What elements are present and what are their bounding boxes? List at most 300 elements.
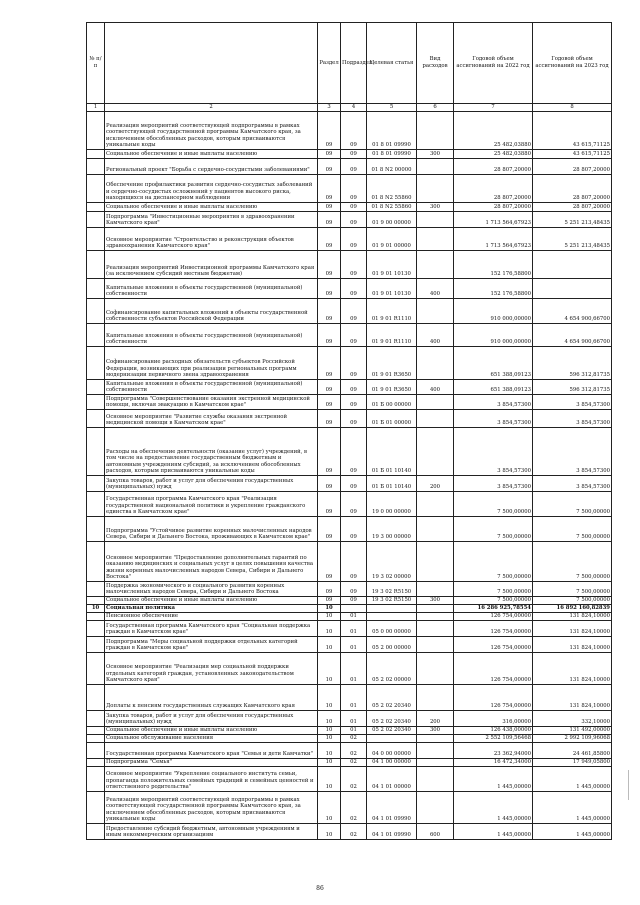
row-expense-type (417, 492, 454, 517)
row-target-article: 01 8 N2 00000 (367, 159, 417, 175)
row-expense-type (417, 759, 454, 767)
row-value-2022: 28 807,20000 (454, 159, 533, 175)
header-target-article: Целевая статья (367, 23, 417, 104)
row-podrazdel: 09 (341, 150, 367, 159)
row-podrazdel: 01 (341, 637, 367, 653)
table-row (87, 324, 612, 347)
row-razdel: 10 (318, 743, 341, 759)
col-number: 1 (87, 104, 105, 112)
header-row (87, 23, 612, 104)
row-value-2022: 1 713 564,67923 (454, 212, 533, 228)
row-razdel: 10 (318, 613, 341, 621)
row-razdel: 09 (318, 112, 341, 150)
row-name: Подпрограмма "Меры социальной поддержки отдельных категорий граждан в Камчатском крае" (105, 637, 318, 653)
row-podrazdel: 01 (341, 613, 367, 621)
table-row (87, 228, 612, 251)
row-name: Обеспечение профилактики развития сердечно-сосудистых заболеваний и сердечно-сосудистых осложнений у пациентов высокого риска, находящихся на диспансерном наблюдении (105, 175, 318, 203)
row-value-2023: 28 807,20000 (533, 159, 612, 175)
row-name: Государственная программа Камчатского края "Реализация государственной национальной политики и укрепление гражданского единства в Камчатском крае" (105, 492, 318, 517)
row-target-article: 01 9 01 R3650 (367, 347, 417, 380)
table-body (87, 112, 612, 840)
row-number (87, 685, 105, 711)
row-number (87, 597, 105, 605)
row-value-2023: 131 824,10000 (533, 621, 612, 637)
row-expense-type (417, 613, 454, 621)
row-value-2022: 16 286 925,78554 (454, 605, 533, 613)
row-expense-type: 300 (417, 597, 454, 605)
row-podrazdel: 09 (341, 395, 367, 410)
row-podrazdel: 02 (341, 792, 367, 824)
row-number (87, 792, 105, 824)
col-number: 7 (454, 104, 533, 112)
row-podrazdel: 01 (341, 711, 367, 727)
row-podrazdel: 09 (341, 380, 367, 395)
row-value-2022: 7 500,00000 (454, 597, 533, 605)
row-expense-type (417, 299, 454, 324)
row-target-article: 01 Б 01 10140 (367, 428, 417, 476)
row-value-2023: 596 312,81735 (533, 347, 612, 380)
col-number: 4 (341, 104, 367, 112)
row-target-article: 01 9 01 R1110 (367, 324, 417, 347)
row-number (87, 727, 105, 735)
row-value-2022: 7 500,00000 (454, 542, 533, 582)
row-value-2023: 1 445,00000 (533, 767, 612, 792)
row-name: Капитальные вложения в объекты государственной (муниципальной) собственности (105, 324, 318, 347)
table-row (87, 735, 612, 743)
row-podrazdel: 09 (341, 228, 367, 251)
row-value-2022: 126 754,00000 (454, 653, 533, 685)
row-value-2023: 7 500,00000 (533, 597, 612, 605)
row-value-2022: 152 176,58800 (454, 279, 533, 299)
row-name: Капитальные вложения в объекты государственной (муниципальной) собственности (105, 380, 318, 395)
row-value-2022: 1 713 564,67923 (454, 228, 533, 251)
table-row (87, 542, 612, 582)
row-number (87, 542, 105, 582)
row-value-2022: 23 362,94000 (454, 743, 533, 759)
row-name: Социальная политика (105, 605, 318, 613)
row-target-article (367, 605, 417, 613)
row-value-2022: 3 854,57300 (454, 395, 533, 410)
row-number (87, 621, 105, 637)
table-row (87, 251, 612, 279)
row-number (87, 380, 105, 395)
row-expense-type (417, 410, 454, 428)
row-number (87, 410, 105, 428)
row-value-2022: 1 445,00000 (454, 824, 533, 840)
row-razdel: 10 (318, 621, 341, 637)
row-name: Подпрограмма "Инвестиционные мероприятия в здравоохранении Камчатского края" (105, 212, 318, 228)
row-target-article: 01 Б 01 10140 (367, 476, 417, 492)
row-expense-type: 300 (417, 150, 454, 159)
row-name: Социальное обеспечение и иные выплаты населению (105, 597, 318, 605)
header-year-2023: Годовой объем ассигнований на 2023 год (533, 23, 612, 104)
header-year-2022: Годовой объем ассигнований на 2022 год (454, 23, 533, 104)
row-expense-type (417, 735, 454, 743)
header-num: № п/п (87, 23, 105, 104)
table-row (87, 743, 612, 759)
table-row (87, 150, 612, 159)
row-value-2023: 332,10000 (533, 711, 612, 727)
row-value-2023: 596 312,81735 (533, 380, 612, 395)
row-razdel: 09 (318, 175, 341, 203)
row-razdel: 10 (318, 605, 341, 613)
row-value-2022: 126 754,00000 (454, 685, 533, 711)
row-podrazdel: 02 (341, 743, 367, 759)
row-number (87, 735, 105, 743)
row-expense-type (417, 517, 454, 542)
row-razdel: 10 (318, 685, 341, 711)
row-name: Подпрограмма "Семья" (105, 759, 318, 767)
row-podrazdel: 09 (341, 582, 367, 597)
row-value-2022: 16 472,34000 (454, 759, 533, 767)
row-target-article: 19 3 02 R5150 (367, 582, 417, 597)
table-row (87, 792, 612, 824)
row-expense-type: 200 (417, 711, 454, 727)
row-value-2023: 28 807,20000 (533, 203, 612, 212)
row-number (87, 653, 105, 685)
table-row (87, 582, 612, 597)
row-target-article: 04 0 00 00000 (367, 743, 417, 759)
row-value-2023: 131 824,10000 (533, 653, 612, 685)
row-razdel: 09 (318, 428, 341, 476)
row-podrazdel: 09 (341, 212, 367, 228)
row-razdel: 09 (318, 150, 341, 159)
row-podrazdel: 01 (341, 621, 367, 637)
row-number (87, 476, 105, 492)
table-row (87, 727, 612, 735)
table-row (87, 212, 612, 228)
row-value-2023: 7 500,00000 (533, 517, 612, 542)
row-value-2023: 24 461,85800 (533, 743, 612, 759)
row-name: Реализация мероприятий соответствующей подпрограммы в рамках соответствующей государственной программы Камчатского края, за исключением обособленных расходов, которым присваиваются уникальные коды (105, 112, 318, 150)
row-value-2022: 910 000,00000 (454, 299, 533, 324)
budget-table (86, 22, 612, 840)
row-value-2022: 126 754,00000 (454, 613, 533, 621)
row-razdel: 09 (318, 228, 341, 251)
row-value-2022: 28 807,20000 (454, 175, 533, 203)
table-row (87, 605, 612, 613)
row-expense-type (417, 653, 454, 685)
row-value-2023: 1 445,00000 (533, 792, 612, 824)
row-podrazdel: 09 (341, 159, 367, 175)
row-target-article: 04 1 01 09990 (367, 824, 417, 840)
row-value-2023: 7 500,00000 (533, 492, 612, 517)
row-value-2022: 651 388,09123 (454, 380, 533, 395)
row-target-article: 05 2 02 20340 (367, 711, 417, 727)
row-value-2022: 25 482,03880 (454, 150, 533, 159)
header-razdel: Раздел (318, 23, 341, 104)
row-target-article: 01 Б 01 00000 (367, 410, 417, 428)
row-name: Софинансирование расходных обязательств субъектов Российской Федерации, возникающих при реализации региональных программ модернизации первичного звена здравоохранения (105, 347, 318, 380)
row-razdel: 10 (318, 653, 341, 685)
row-razdel: 09 (318, 492, 341, 517)
row-value-2022: 126 438,00000 (454, 727, 533, 735)
row-target-article: 01 8 N2 55860 (367, 203, 417, 212)
row-number (87, 824, 105, 840)
row-value-2022: 1 445,00000 (454, 792, 533, 824)
row-expense-type: 400 (417, 279, 454, 299)
row-podrazdel: 09 (341, 279, 367, 299)
row-name: Подпрограмма "Совершенствование оказания экстренной медицинской помощи, включая эвакуацию в Камчатском крае" (105, 395, 318, 410)
row-razdel: 09 (318, 251, 341, 279)
row-number (87, 150, 105, 159)
row-number (87, 492, 105, 517)
row-podrazdel: 09 (341, 112, 367, 150)
row-target-article: 01 9 01 10130 (367, 251, 417, 279)
row-number (87, 743, 105, 759)
scan-edge-mark (628, 770, 629, 800)
row-name: Софинансирование капитальных вложений в объекты государственной собственности субъектов Российской Федерации (105, 299, 318, 324)
table-row (87, 476, 612, 492)
row-razdel: 10 (318, 824, 341, 840)
row-value-2023: 43 615,71125 (533, 150, 612, 159)
row-value-2022: 7 500,00000 (454, 582, 533, 597)
table-row (87, 759, 612, 767)
row-value-2023: 131 824,10000 (533, 637, 612, 653)
row-razdel: 10 (318, 792, 341, 824)
row-name: Доплаты к пенсиям государственных служащих Камчатского края (105, 685, 318, 711)
table-row (87, 613, 612, 621)
table-row (87, 380, 612, 395)
row-expense-type: 400 (417, 380, 454, 395)
row-number (87, 324, 105, 347)
row-target-article: 01 8 N2 55860 (367, 175, 417, 203)
row-podrazdel: 02 (341, 735, 367, 743)
row-expense-type (417, 637, 454, 653)
header-expense-type: Вид расходов (417, 23, 454, 104)
row-number (87, 251, 105, 279)
row-number (87, 203, 105, 212)
row-expense-type (417, 212, 454, 228)
row-name: Основное мероприятие "Развитие службы оказания экстренной медицинской помощи в Камчатском крае" (105, 410, 318, 428)
row-expense-type (417, 347, 454, 380)
row-target-article: 01 9 01 R1110 (367, 299, 417, 324)
row-podrazdel: 02 (341, 767, 367, 792)
row-value-2022: 1 445,00000 (454, 767, 533, 792)
row-razdel: 09 (318, 299, 341, 324)
row-target-article: 01 9 00 00000 (367, 212, 417, 228)
row-value-2023: 3 854,57300 (533, 476, 612, 492)
row-name: Реализация мероприятий Инвестиционной программы Камчатского края (за исключением субсидий местным бюджетам) (105, 251, 318, 279)
table-row (87, 597, 612, 605)
table-row (87, 685, 612, 711)
row-target-article (367, 613, 417, 621)
row-name: Государственная программа Камчатского края "Социальная поддержка граждан в Камчатском крае" (105, 621, 318, 637)
row-expense-type (417, 112, 454, 150)
row-name: Капитальные вложения в объекты государственной (муниципальной) собственности (105, 279, 318, 299)
row-podrazdel: 01 (341, 653, 367, 685)
header-podrazdel: Подраздел (341, 23, 367, 104)
row-target-article: 05 0 00 00000 (367, 621, 417, 637)
row-target-article: 19 3 00 00000 (367, 517, 417, 542)
table-row (87, 428, 612, 476)
row-expense-type (417, 685, 454, 711)
row-value-2023: 3 854,57300 (533, 410, 612, 428)
row-number: 10 (87, 605, 105, 613)
row-podrazdel: 09 (341, 597, 367, 605)
row-name: Поддержка экономического и социального развития коренных малочисленных народов Севера, Сибири и Дальнего Востока (105, 582, 318, 597)
row-number (87, 517, 105, 542)
table-row (87, 637, 612, 653)
table-row (87, 653, 612, 685)
row-number (87, 228, 105, 251)
row-number (87, 582, 105, 597)
row-value-2023: 3 854,57300 (533, 395, 612, 410)
row-value-2023 (533, 279, 612, 299)
row-value-2023: 5 251 213,48435 (533, 228, 612, 251)
row-razdel: 10 (318, 727, 341, 735)
row-value-2023: 3 854,57300 (533, 428, 612, 476)
row-podrazdel: 09 (341, 203, 367, 212)
row-podrazdel: 09 (341, 542, 367, 582)
budget-table-sheet (86, 22, 611, 840)
row-target-article: 01 9 01 10130 (367, 279, 417, 299)
row-target-article: 19 3 02 R5150 (367, 597, 417, 605)
row-value-2022: 3 854,57300 (454, 410, 533, 428)
row-value-2022: 3 854,57300 (454, 476, 533, 492)
row-value-2022: 7 500,00000 (454, 517, 533, 542)
row-expense-type (417, 792, 454, 824)
row-number (87, 767, 105, 792)
column-number-row (87, 104, 612, 112)
row-razdel: 10 (318, 759, 341, 767)
row-podrazdel: 02 (341, 824, 367, 840)
table-row (87, 711, 612, 727)
row-value-2023: 5 251 213,48435 (533, 212, 612, 228)
row-target-article: 04 1 00 00000 (367, 759, 417, 767)
table-row (87, 175, 612, 203)
row-razdel: 10 (318, 637, 341, 653)
row-podrazdel: 02 (341, 759, 367, 767)
row-name: Подпрограмма "Устойчивое развитие коренных малочисленных народов Севера, Сибири и Дальнего Востока, проживающих в Камчатском крае" (105, 517, 318, 542)
row-razdel: 09 (318, 203, 341, 212)
page-number: 86 (316, 885, 324, 892)
row-number (87, 759, 105, 767)
row-podrazdel: 09 (341, 428, 367, 476)
row-podrazdel: 09 (341, 299, 367, 324)
row-number (87, 347, 105, 380)
row-target-article: 01 Б 00 00000 (367, 395, 417, 410)
row-podrazdel: 09 (341, 517, 367, 542)
row-razdel: 09 (318, 347, 341, 380)
row-value-2022: 651 388,09123 (454, 347, 533, 380)
col-number: 8 (533, 104, 612, 112)
row-value-2023: 43 615,71125 (533, 112, 612, 150)
row-target-article: 05 2 02 20340 (367, 685, 417, 711)
row-expense-type (417, 251, 454, 279)
row-razdel: 09 (318, 324, 341, 347)
row-razdel: 09 (318, 517, 341, 542)
row-value-2022: 316,00000 (454, 711, 533, 727)
row-number (87, 428, 105, 476)
row-name: Основное мероприятие "Строительство и реконструкция объектов здравоохранения Камчатского края" (105, 228, 318, 251)
row-number (87, 711, 105, 727)
row-podrazdel: 09 (341, 492, 367, 517)
table-row (87, 517, 612, 542)
row-target-article: 04 1 01 09990 (367, 792, 417, 824)
row-razdel: 09 (318, 542, 341, 582)
row-value-2022: 2 552 109,56468 (454, 735, 533, 743)
table-row (87, 395, 612, 410)
row-razdel: 10 (318, 735, 341, 743)
row-podrazdel (341, 605, 367, 613)
row-value-2023: 2 992 109,96068 (533, 735, 612, 743)
row-value-2023: 7 500,00000 (533, 542, 612, 582)
row-expense-type: 300 (417, 203, 454, 212)
row-value-2023: 4 654 900,66700 (533, 324, 612, 347)
row-target-article: 05 2 00 00000 (367, 637, 417, 653)
row-name: Основное мероприятие "Укрепление социального института семьи, пропаганда положительных семейных традиций и семейных ценностей и ответственного родительства" (105, 767, 318, 792)
row-value-2023 (533, 251, 612, 279)
row-name: Социальное обеспечение и иные выплаты населению (105, 203, 318, 212)
table-row (87, 279, 612, 299)
row-value-2023: 7 500,00000 (533, 582, 612, 597)
col-number: 2 (105, 104, 318, 112)
row-value-2023: 131 492,00000 (533, 727, 612, 735)
row-razdel: 09 (318, 582, 341, 597)
row-podrazdel: 09 (341, 175, 367, 203)
row-razdel: 09 (318, 279, 341, 299)
header-name (105, 23, 318, 104)
row-expense-type: 400 (417, 324, 454, 347)
row-name: Региональный проект "Борьба с сердечно-сосудистыми заболеваниями" (105, 159, 318, 175)
row-name: Социальное обеспечение и иные выплаты населению (105, 727, 318, 735)
row-value-2022: 25 482,03880 (454, 112, 533, 150)
row-name: Социальное обслуживание населения (105, 735, 318, 743)
row-value-2022: 126 754,00000 (454, 637, 533, 653)
row-value-2022: 126 754,00000 (454, 621, 533, 637)
col-number: 5 (367, 104, 417, 112)
row-expense-type: 300 (417, 727, 454, 735)
row-expense-type (417, 621, 454, 637)
table-row (87, 159, 612, 175)
row-value-2023: 1 445,00000 (533, 824, 612, 840)
row-number (87, 112, 105, 150)
table-row (87, 824, 612, 840)
row-target-article: 01 9 01 R3650 (367, 380, 417, 395)
row-value-2023: 131 824,10000 (533, 685, 612, 711)
table-row (87, 410, 612, 428)
row-value-2023: 131 824,10000 (533, 613, 612, 621)
row-razdel: 09 (318, 159, 341, 175)
row-number (87, 299, 105, 324)
row-number (87, 279, 105, 299)
row-name: Пенсионное обеспечение (105, 613, 318, 621)
table-row (87, 299, 612, 324)
col-number: 3 (318, 104, 341, 112)
row-value-2022: 28 807,20000 (454, 203, 533, 212)
table-row (87, 112, 612, 150)
row-razdel: 09 (318, 597, 341, 605)
row-podrazdel: 01 (341, 727, 367, 735)
row-name: Расходы на обеспечение деятельности (оказание услуг) учреждений, в том числе на предоставление государственным бюджетным и автономным учреждениям субсидий, за исключением обособленных расходов, которым присваиваются уникальные коды (105, 428, 318, 476)
col-number: 6 (417, 104, 454, 112)
row-razdel: 09 (318, 380, 341, 395)
row-expense-type: 200 (417, 476, 454, 492)
table-row (87, 492, 612, 517)
row-target-article: 05 2 02 00000 (367, 653, 417, 685)
row-expense-type (417, 767, 454, 792)
row-podrazdel: 09 (341, 476, 367, 492)
row-number (87, 613, 105, 621)
table-row (87, 347, 612, 380)
row-expense-type (417, 228, 454, 251)
row-expense-type (417, 395, 454, 410)
row-podrazdel: 09 (341, 251, 367, 279)
row-razdel: 09 (318, 476, 341, 492)
table-row (87, 621, 612, 637)
row-razdel: 09 (318, 410, 341, 428)
